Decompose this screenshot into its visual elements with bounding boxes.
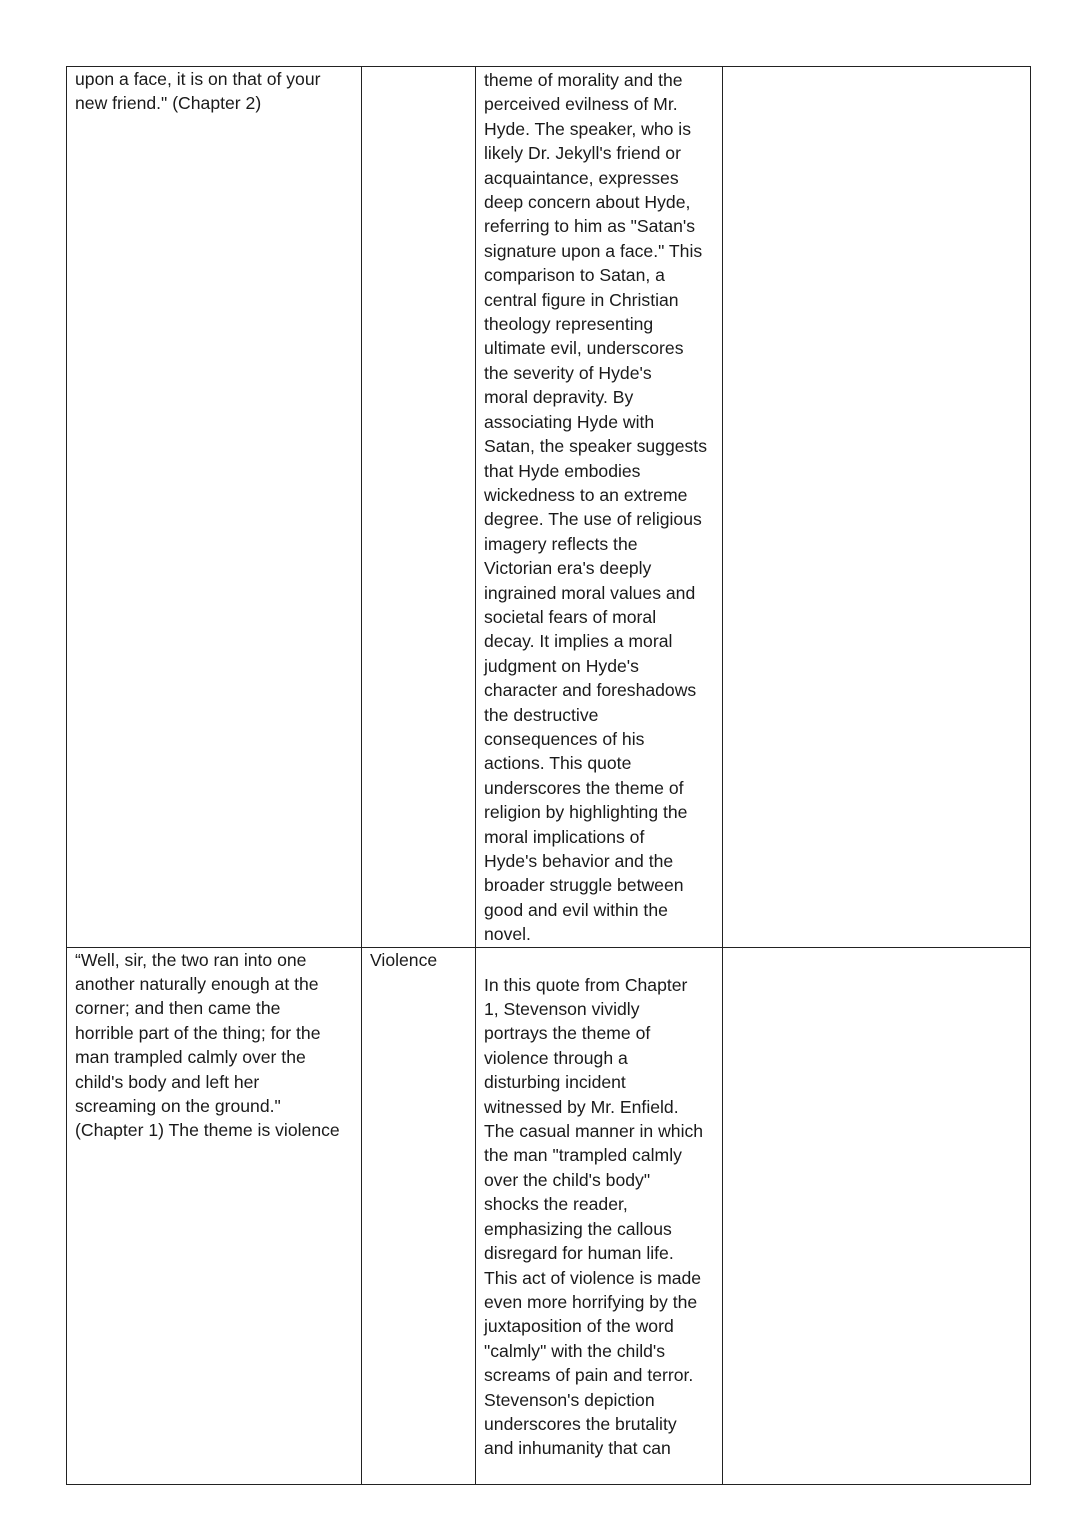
- theme-cell: [362, 67, 476, 948]
- table-row: [67, 67, 1031, 948]
- quote-cell: upon a face, it is on that of your new friend." (Chapter 2): [67, 67, 362, 948]
- analysis-cell: theme of morality and the perceived evilness of Mr. Hyde. The speaker, who is likely Dr. Jekyll's friend or acquaintance, expresses deep concern about Hyde, referring to him as "Satan's signature upon a face." This comparison to Satan, a central figure in Christian theology representing ultimate evil, underscores the severity of Hyde's moral depravity. By associating Hyde with Satan, the speaker suggests that Hyde embodies wickedness to an extreme degree. The use of religious imagery reflects the Victorian era's deeply ingrained moral values and societal fears of moral decay. It implies a moral judgment on Hyde's character and foreshadows the destructive consequences of his actions. This quote underscores the theme of religion by highlighting the moral implications of Hyde's behavior and the broader struggle between good and evil within the novel.: [476, 67, 723, 948]
- table-row: [67, 947, 1031, 1484]
- notes-cell: [723, 947, 1031, 1484]
- analysis-cell: In this quote from Chapter 1, Stevenson vividly portrays the theme of violence through a disturbing incident witnessed by Mr. Enfield. The casual manner in which the man "trampled calmly over the child's body" shocks the reader, emphasizing the callous disregard for human life. This act of violence is made even more horrifying by the juxtaposition of the word "calmly" with the child's screams of pain and terror. Stevenson's depiction underscores the brutality and inhumanity that can: [476, 947, 723, 1484]
- notes-cell: [723, 67, 1031, 948]
- theme-cell: Violence: [362, 947, 476, 1484]
- themes-table: [66, 66, 1031, 1485]
- quote-cell: “Well, sir, the two ran into one another naturally enough at the corner; and then came the horrible part of the thing; for the man trampled calmly over the child's body and left her screaming on the ground." (Chapter 1) The theme is violence: [67, 947, 362, 1484]
